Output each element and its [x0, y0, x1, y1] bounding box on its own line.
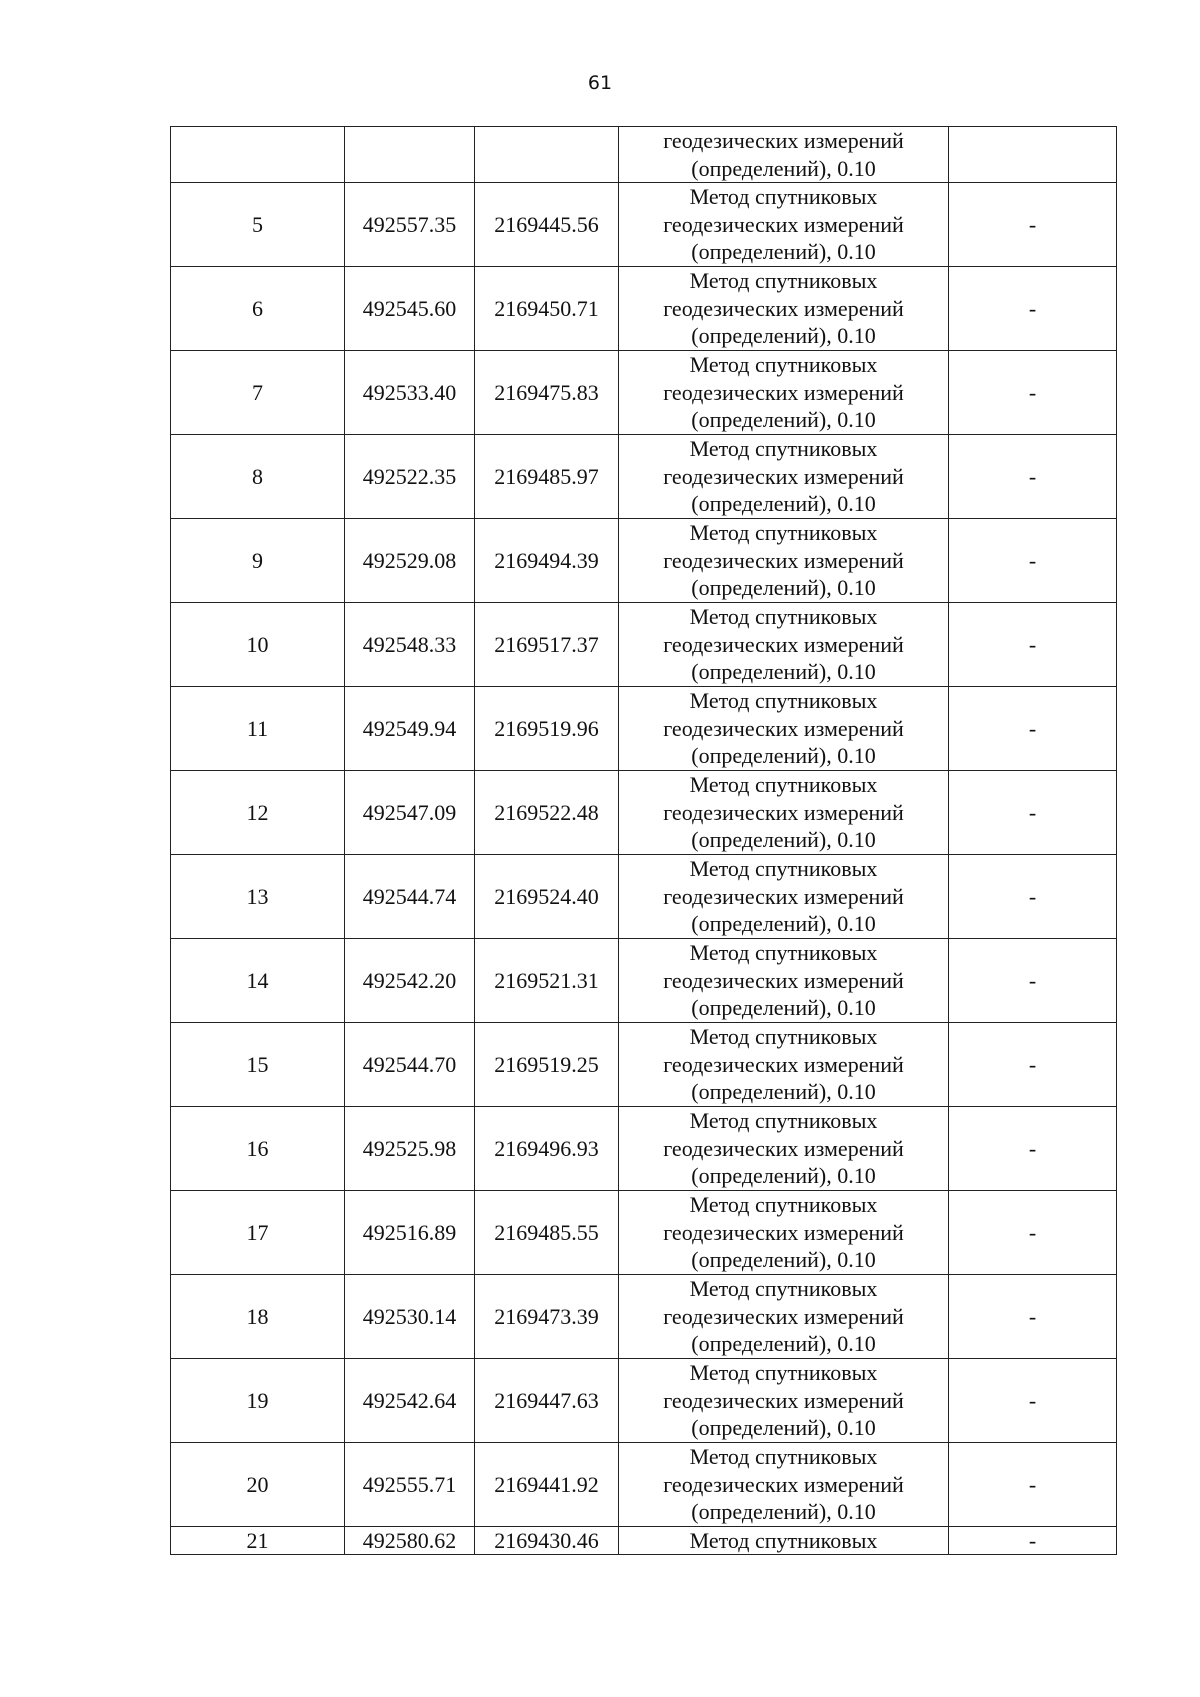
table-row — [171, 1527, 1117, 1555]
method-line: геодезических измерений — [663, 547, 904, 573]
extra-cell: - — [949, 1527, 1117, 1555]
method-line: геодезических измерений — [663, 128, 904, 153]
method-cell — [619, 127, 949, 183]
extra-cell: - — [949, 435, 1117, 519]
extra-cell: - — [949, 519, 1117, 603]
method-line: геодезических измерений — [663, 463, 904, 489]
point-number-cell: 18 — [171, 1275, 345, 1359]
extra-cell: - — [949, 1275, 1117, 1359]
method-cell — [619, 1359, 949, 1443]
table-row — [171, 1275, 1117, 1359]
method-line: геодезических измерений — [663, 1387, 904, 1413]
y-coordinate-cell: 2169494.39 — [475, 519, 619, 603]
method-line: геодезических измерений — [663, 1219, 904, 1245]
point-number-cell: 16 — [171, 1107, 345, 1191]
y-coordinate-cell: 2169517.37 — [475, 603, 619, 687]
method-line: (определений), 0.10 — [691, 155, 876, 181]
x-coordinate-cell: 492544.70 — [345, 1023, 475, 1107]
method-line: (определений), 0.10 — [691, 1331, 876, 1357]
coordinates-table — [170, 126, 1117, 1555]
point-number-cell: 17 — [171, 1191, 345, 1275]
point-number-cell: 14 — [171, 939, 345, 1023]
method-cell — [619, 771, 949, 855]
table-row — [171, 351, 1117, 435]
method-line: (определений), 0.10 — [691, 1415, 876, 1441]
method-cell — [619, 183, 949, 267]
x-coordinate-cell: 492548.33 — [345, 603, 475, 687]
y-coordinate-cell: 2169473.39 — [475, 1275, 619, 1359]
point-number-cell: 19 — [171, 1359, 345, 1443]
method-line: Метод спутниковых — [689, 688, 878, 714]
y-coordinate-cell: 2169485.97 — [475, 435, 619, 519]
table-row — [171, 939, 1117, 1023]
extra-cell: - — [949, 1359, 1117, 1443]
table-row — [171, 183, 1117, 267]
table-row — [171, 1023, 1117, 1107]
x-coordinate-cell: 492516.89 — [345, 1191, 475, 1275]
y-coordinate-cell: 2169475.83 — [475, 351, 619, 435]
table-row — [171, 771, 1117, 855]
method-line: Метод спутниковых — [689, 940, 878, 966]
x-coordinate-cell: 492525.98 — [345, 1107, 475, 1191]
method-cell — [619, 351, 949, 435]
x-coordinate-cell — [345, 127, 475, 183]
method-line: Метод спутниковых — [689, 352, 878, 378]
extra-cell: - — [949, 1443, 1117, 1527]
method-line: Метод спутниковых — [689, 520, 878, 546]
extra-cell: - — [949, 687, 1117, 771]
coordinates-table-body — [171, 127, 1117, 1555]
table-row — [171, 1359, 1117, 1443]
point-number-cell: 10 — [171, 603, 345, 687]
point-number-cell: 15 — [171, 1023, 345, 1107]
point-number-cell: 7 — [171, 351, 345, 435]
x-coordinate-cell: 492547.09 — [345, 771, 475, 855]
method-line: (определений), 0.10 — [691, 323, 876, 349]
table-row — [171, 435, 1117, 519]
point-number-cell: 13 — [171, 855, 345, 939]
method-line: геодезических измерений — [663, 211, 904, 237]
point-number-cell: 21 — [171, 1527, 345, 1555]
extra-cell — [949, 127, 1117, 183]
method-line: (определений), 0.10 — [691, 995, 876, 1021]
extra-cell: - — [949, 351, 1117, 435]
table-row — [171, 603, 1117, 687]
method-line: геодезических измерений — [663, 379, 904, 405]
method-line: геодезических измерений — [663, 799, 904, 825]
x-coordinate-cell: 492530.14 — [345, 1275, 475, 1359]
point-number-cell: 12 — [171, 771, 345, 855]
method-line: Метод спутниковых — [689, 436, 878, 462]
method-cell — [619, 687, 949, 771]
y-coordinate-cell: 2169521.31 — [475, 939, 619, 1023]
extra-cell: - — [949, 1023, 1117, 1107]
method-line: Метод спутниковых — [689, 268, 878, 294]
method-line: (определений), 0.10 — [691, 1499, 876, 1525]
method-line: геодезических измерений — [663, 715, 904, 741]
method-cell — [619, 1107, 949, 1191]
x-coordinate-cell: 492544.74 — [345, 855, 475, 939]
point-number-cell: 9 — [171, 519, 345, 603]
method-line: (определений), 0.10 — [691, 1247, 876, 1273]
method-line: геодезических измерений — [663, 1051, 904, 1077]
method-cell — [619, 1191, 949, 1275]
method-line: геодезических измерений — [663, 883, 904, 909]
method-line: геодезических измерений — [663, 631, 904, 657]
extra-cell: - — [949, 771, 1117, 855]
method-cell — [619, 519, 949, 603]
method-cell — [619, 603, 949, 687]
y-coordinate-cell: 2169450.71 — [475, 267, 619, 351]
method-line: Метод спутниковых — [689, 1024, 878, 1050]
extra-cell: - — [949, 855, 1117, 939]
y-coordinate-cell: 2169445.56 — [475, 183, 619, 267]
table-row-continued — [171, 127, 1117, 183]
page-number: 61 — [587, 72, 613, 94]
x-coordinate-cell: 492542.64 — [345, 1359, 475, 1443]
y-coordinate-cell: 2169496.93 — [475, 1107, 619, 1191]
method-line: Метод спутниковых — [689, 1444, 878, 1470]
method-line: (определений), 0.10 — [691, 239, 876, 265]
method-cell — [619, 1275, 949, 1359]
x-coordinate-cell: 492580.62 — [345, 1527, 475, 1555]
method-line: Метод спутниковых — [689, 604, 878, 630]
y-coordinate-cell: 2169524.40 — [475, 855, 619, 939]
method-line: Метод спутниковых — [689, 1527, 878, 1553]
method-line: (определений), 0.10 — [691, 743, 876, 769]
extra-cell: - — [949, 183, 1117, 267]
y-coordinate-cell: 2169522.48 — [475, 771, 619, 855]
method-line: геодезических измерений — [663, 1471, 904, 1497]
table-row — [171, 519, 1117, 603]
point-number-cell: 11 — [171, 687, 345, 771]
method-cell — [619, 939, 949, 1023]
y-coordinate-cell: 2169441.92 — [475, 1443, 619, 1527]
point-number-cell: 6 — [171, 267, 345, 351]
method-line: геодезических измерений — [663, 1303, 904, 1329]
y-coordinate-cell — [475, 127, 619, 183]
x-coordinate-cell: 492555.71 — [345, 1443, 475, 1527]
method-line: (определений), 0.10 — [691, 1163, 876, 1189]
method-line: (определений), 0.10 — [691, 491, 876, 517]
method-line: геодезических измерений — [663, 967, 904, 993]
method-line: (определений), 0.10 — [691, 1079, 876, 1105]
method-line: геодезических измерений — [663, 1135, 904, 1161]
method-cell — [619, 1527, 949, 1555]
point-number-cell — [171, 127, 345, 183]
method-line: Метод спутниковых — [689, 1276, 878, 1302]
method-cell — [619, 435, 949, 519]
point-number-cell: 20 — [171, 1443, 345, 1527]
x-coordinate-cell: 492549.94 — [345, 687, 475, 771]
method-cell — [619, 855, 949, 939]
method-line: Метод спутниковых — [689, 1192, 878, 1218]
x-coordinate-cell: 492545.60 — [345, 267, 475, 351]
y-coordinate-cell: 2169447.63 — [475, 1359, 619, 1443]
method-line: (определений), 0.10 — [691, 827, 876, 853]
method-cell — [619, 1023, 949, 1107]
x-coordinate-cell: 492542.20 — [345, 939, 475, 1023]
method-line: (определений), 0.10 — [691, 575, 876, 601]
x-coordinate-cell: 492557.35 — [345, 183, 475, 267]
table-row — [171, 267, 1117, 351]
extra-cell: - — [949, 1107, 1117, 1191]
table-row — [171, 687, 1117, 771]
point-number-cell: 8 — [171, 435, 345, 519]
method-line: Метод спутниковых — [689, 1360, 878, 1386]
method-line: геодезических измерений — [663, 295, 904, 321]
method-cell — [619, 1443, 949, 1527]
table-row — [171, 855, 1117, 939]
x-coordinate-cell: 492529.08 — [345, 519, 475, 603]
extra-cell: - — [949, 939, 1117, 1023]
method-line: (определений), 0.10 — [691, 911, 876, 937]
method-line: (определений), 0.10 — [691, 407, 876, 433]
method-line: (определений), 0.10 — [691, 659, 876, 685]
x-coordinate-cell: 492533.40 — [345, 351, 475, 435]
method-cell — [619, 267, 949, 351]
table-row — [171, 1107, 1117, 1191]
table-row — [171, 1191, 1117, 1275]
y-coordinate-cell: 2169485.55 — [475, 1191, 619, 1275]
method-line: Метод спутниковых — [689, 772, 878, 798]
y-coordinate-cell: 2169519.25 — [475, 1023, 619, 1107]
x-coordinate-cell: 492522.35 — [345, 435, 475, 519]
y-coordinate-cell: 2169519.96 — [475, 687, 619, 771]
method-line: Метод спутниковых — [689, 856, 878, 882]
method-line: Метод спутниковых — [689, 184, 878, 210]
point-number-cell: 5 — [171, 183, 345, 267]
extra-cell: - — [949, 1191, 1117, 1275]
extra-cell: - — [949, 603, 1117, 687]
extra-cell: - — [949, 267, 1117, 351]
table-row — [171, 1443, 1117, 1527]
y-coordinate-cell: 2169430.46 — [475, 1527, 619, 1555]
method-line: Метод спутниковых — [689, 1108, 878, 1134]
